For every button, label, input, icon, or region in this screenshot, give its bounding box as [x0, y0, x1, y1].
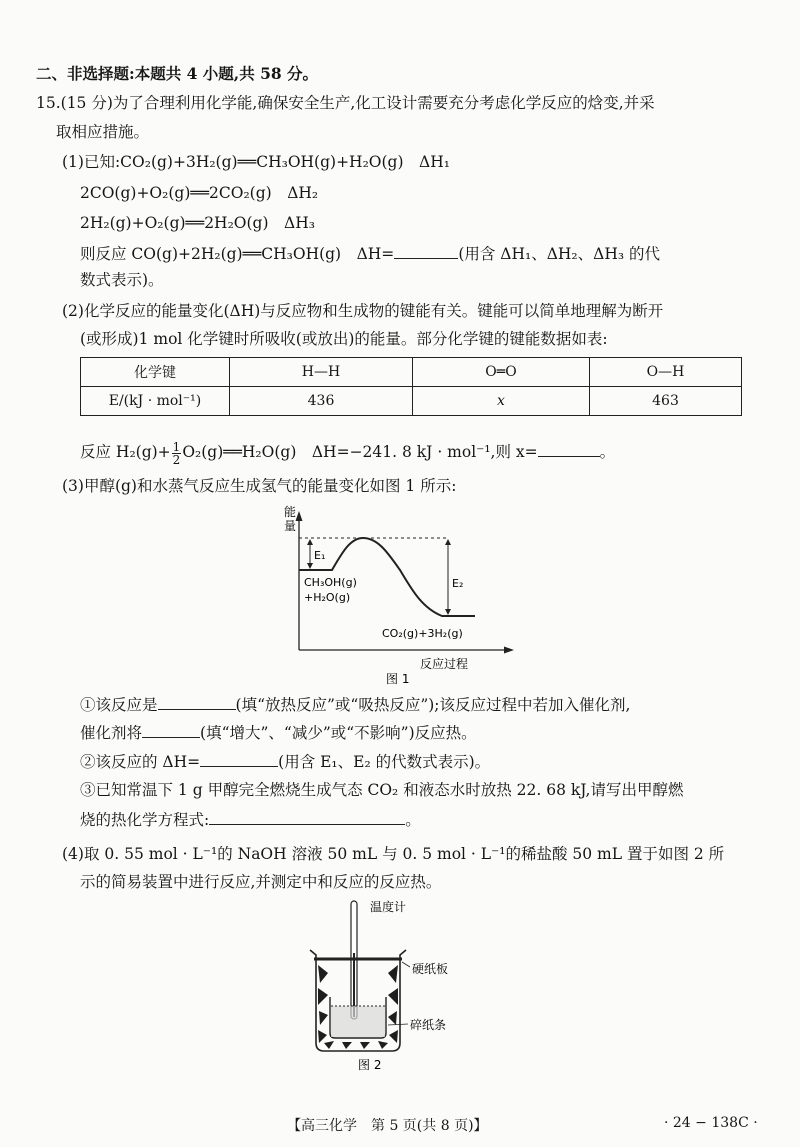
e1-arrow-down-icon [307, 563, 313, 569]
table-row [81, 387, 742, 416]
part2-answer-blank[interactable] [538, 440, 600, 457]
fig1-reactant-label: CH₃OH(g) [304, 576, 357, 589]
part3-q2-blank[interactable] [200, 750, 278, 767]
part3-q1-text-2: 催化剂将 [80, 724, 143, 742]
part3-q1 [80, 693, 630, 716]
figure-1-energy-diagram [270, 498, 520, 688]
part2-intro: (2)化学反应的能量变化(ΔH)与反应物和生成物的键能有关。键能可以简单地理解为断开 [62, 302, 664, 320]
part3-q3: ③已知常温下 1 g 甲醇完全燃烧生成气态 CO₂ 和液态水时放热 22. 68 kJ,请写出甲醇燃 [80, 781, 684, 799]
fig2-paper-label: 碎纸条 [410, 1018, 447, 1032]
part3-q1-cont [80, 721, 477, 744]
part3-q2 [80, 750, 490, 773]
part3-q1-text-cont: (填“放热反应”或“吸热反应”);该反应过程中若加入催化剂, [235, 696, 631, 714]
question-15-intro: 15.(15 分)为了合理利用化学能,确保安全生产,化工设计需要充分考虑化学反应的焓变,并采 [36, 94, 655, 112]
e1-arrow-up-icon [307, 539, 313, 545]
part1-question [80, 242, 660, 265]
fig1-xlabel: 反应过程 [420, 657, 469, 671]
fig2-caption: 图 2 [358, 1058, 382, 1072]
fig1-ylabel-1: 能 [284, 505, 297, 519]
e2-arrow-up-icon [445, 539, 451, 545]
fig2-board-label: 硬纸板 [412, 962, 449, 976]
part1-given-eq3: 2H₂(g)+O₂(g)══2H₂O(g) ΔH₃ [80, 214, 315, 232]
table-header-cell: O═O [413, 358, 590, 387]
fraction-numerator: 1 [172, 439, 181, 454]
part3-q3-text: 烧的热化学方程式: [80, 811, 210, 829]
part3-q3-cont [80, 808, 421, 831]
page-footer: 【高三化学 第 5 页(共 8 页)】 [287, 1118, 488, 1134]
part3-intro: (3)甲醇(g)和水蒸气反应生成氢气的能量变化如图 1 所示: [62, 477, 457, 495]
part3-q2-text-cont: (用含 E₁、E₂ 的代数式表示)。 [278, 753, 491, 771]
fig1-ylabel-2: 量 [284, 519, 297, 533]
part1-answer-blank[interactable] [394, 242, 458, 259]
solution-level [331, 1006, 385, 1037]
table-header-cell: H—H [230, 358, 413, 387]
table-header-cell: O—H [590, 358, 742, 387]
part3-q1-text-3: (填“增大”、“减少”或“不影响”)反应热。 [200, 724, 477, 742]
table-cell: 436 [230, 387, 413, 416]
e2-arrow-down-icon [445, 609, 451, 615]
fraction-denominator: 2 [172, 452, 181, 467]
paper-leader-line [388, 1024, 408, 1025]
part3-q3-end: 。 [405, 811, 421, 829]
fig2-thermometer-label: 温度计 [370, 900, 407, 914]
fig1-caption: 图 1 [386, 672, 410, 686]
part1-question-text: 则反应 CO(g)+2H₂(g)══CH₃OH(g) ΔH= [80, 245, 395, 263]
part2-eq-end: 。 [599, 443, 616, 461]
bond-energy-table [80, 357, 742, 416]
part1-question-end: 数式表示)。 [80, 271, 164, 289]
part2-intro-cont: (或形成)1 mol 化学键时所吸收(或放出)的能量。部分化学键的键能数据如表: [80, 330, 608, 348]
part2-equation [80, 437, 615, 467]
table-cell: E/(kJ · mol⁻¹) [81, 387, 230, 416]
figure-2-calorimeter [296, 893, 496, 1078]
y-axis-arrow-icon [296, 511, 303, 521]
section-header: 二、非选择题:本题共 4 小题,共 58 分。 [36, 64, 319, 83]
table-cell: x [413, 387, 590, 416]
table-header-cell: 化学键 [81, 358, 230, 387]
lid-leader-line [402, 962, 410, 967]
fig1-e1-label: E₁ [314, 549, 326, 562]
table-header-row [81, 358, 742, 387]
part2-eq-text-cont: O₂(g)══H₂O(g) ΔH=−241. 8 kJ · mol⁻¹,则 x= [182, 443, 538, 461]
part3-q3-blank[interactable] [209, 808, 405, 825]
part4-intro-cont: 示的简易装置中进行反应,并测定中和反应的反应热。 [80, 873, 442, 891]
part3-q1-blank-2[interactable] [142, 721, 200, 738]
table-cell: 463 [590, 387, 742, 416]
part1-given-eq1: (1)已知:CO₂(g)+3H₂(g)══CH₃OH(g)+H₂O(g) ΔH₁ [62, 153, 450, 171]
half-fraction [172, 441, 182, 466]
exam-code: · 24 − 138C · [664, 1115, 758, 1131]
part1-question-text-cont: (用含 ΔH₁、ΔH₂、ΔH₃ 的代 [458, 245, 660, 263]
part2-eq-text: 反应 H₂(g)+ [80, 443, 171, 461]
question-15-intro-cont: 取相应措施。 [56, 123, 150, 141]
part3-q1-text: ①该反应是 [80, 696, 158, 714]
fig1-product-label: CO₂(g)+3H₂(g) [382, 627, 463, 640]
part1-given-eq2: 2CO(g)+O₂(g)══2CO₂(g) ΔH₂ [80, 184, 319, 202]
fig1-reactant-label-2: +H₂O(g) [304, 591, 351, 604]
part3-q2-text: ②该反应的 ΔH= [80, 753, 201, 771]
x-axis-arrow-icon [504, 647, 514, 654]
fig1-e2-label: E₂ [452, 577, 464, 590]
part4-intro: (4)取 0. 55 mol · L⁻¹的 NaOH 溶液 50 mL 与 0. 5 mol · L⁻¹的稀盐酸 50 mL 置于如图 2 所 [62, 845, 725, 863]
part3-q1-blank[interactable] [158, 693, 236, 710]
